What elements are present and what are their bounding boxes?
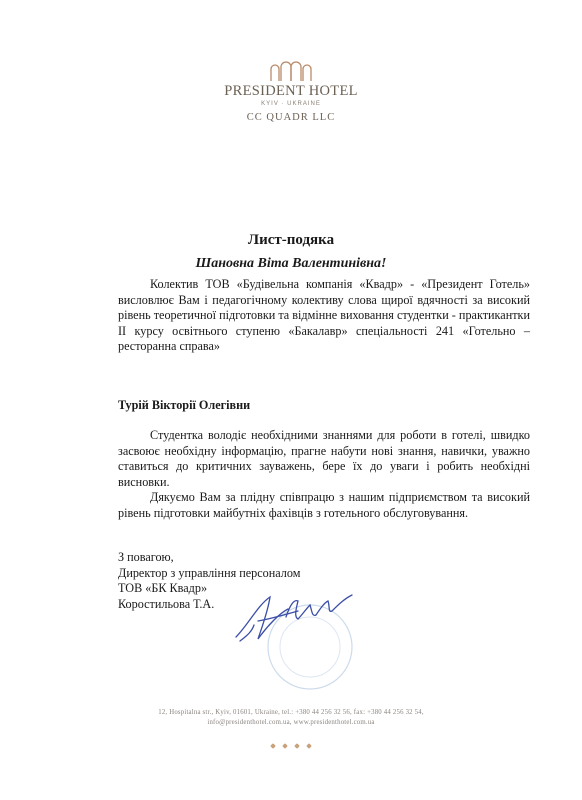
signature-icon bbox=[236, 595, 352, 641]
paragraph-gratitude: Колектив ТОВ «Будівельна компанія «Квадр» - «Президент Готель» висловлює Вам і педагогічному колективу слова щирої вдячності за високий рівень теоретичної підготовки та відмінне виховання студентки - практикантки ІІ курсу освітнього ступеню «Бакалавр» спеціальності 241 «Готельно – ресторанна справа» bbox=[118, 277, 530, 353]
footer-decoration bbox=[0, 735, 582, 753]
paragraph-thanks: Дякуємо Вам за плідну співпрацю з нашим підприємством та високий рівень підготовки майбутніх фахівців з готельного обслуговування. bbox=[118, 490, 530, 520]
hotel-city: KYIV · UKRAINE bbox=[261, 101, 321, 107]
closing-name: Коростильова Т.А. bbox=[118, 596, 215, 611]
hotel-name: PRESIDENT HOTEL bbox=[224, 83, 358, 99]
letter-title: Лист-подяка bbox=[247, 232, 335, 248]
star-icon bbox=[270, 743, 276, 749]
footer-web: info@presidenthotel.com.ua, www.presidenthotel.com.ua bbox=[207, 719, 375, 726]
hotel-logo-icon bbox=[0, 60, 582, 82]
salutation: Шановна Віта Валентинівна! bbox=[195, 256, 387, 271]
star-icon bbox=[306, 743, 312, 749]
star-icon bbox=[282, 743, 288, 749]
stamp-icon bbox=[268, 605, 352, 689]
star-icon bbox=[294, 743, 300, 749]
closing-org: ТОВ «БК Квадр» bbox=[118, 581, 208, 595]
student-name: Турій Вікторії Олегівни bbox=[118, 398, 251, 412]
footer-address: 12, Hospitalna str., Kyiv, 01601, Ukraine, tel.: +380 44 256 32 56, fax: +380 44 256 32 54, bbox=[158, 709, 424, 716]
company-name: CC QUADR LLC bbox=[246, 112, 336, 123]
signature-stamp bbox=[228, 575, 368, 700]
closing-regards: З повагою, bbox=[118, 550, 174, 564]
paragraph-characteristics: Студентка володіє необхідними знаннями для роботи в готелі, швидко засвоює необхідну інформацію, прагне набути нові знання, навички, уважно ставиться до критичних зауважень, бере їх до уваги і робить необхідні висновки. bbox=[118, 428, 530, 489]
closing-position: Директор з управління персоналом bbox=[118, 565, 301, 580]
